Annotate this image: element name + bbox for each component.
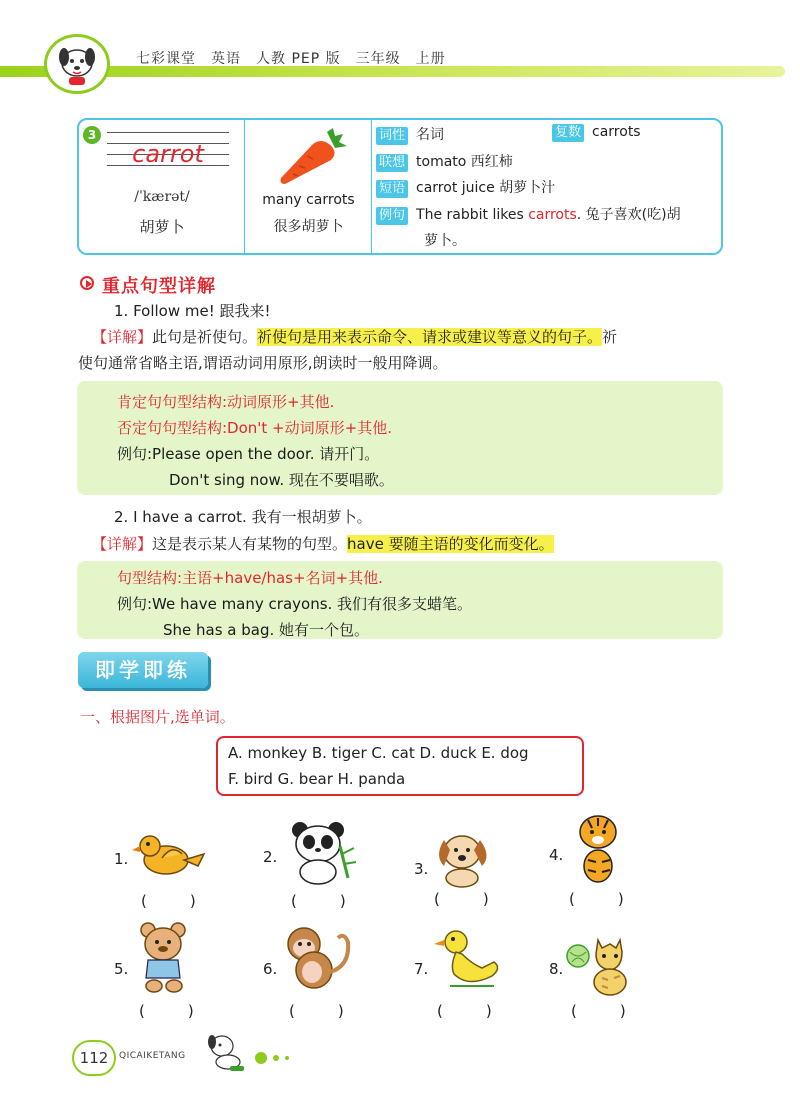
section-play-icon (80, 276, 94, 290)
item2-box-line1: 句型结构:主语+have/has+名词+其他. (117, 569, 383, 587)
tag-phrase: 短语 (376, 180, 408, 198)
footer-mascot-icon (200, 1030, 250, 1078)
bear-icon (132, 918, 196, 1000)
item1-box-line2: 否定句句型结构:Don't +动词原形+其他. (117, 419, 392, 437)
dog-icon (432, 826, 496, 892)
mascot-dog-icon (44, 34, 110, 94)
tag-example: 例句 (376, 207, 408, 225)
monkey-icon (278, 922, 362, 1002)
item1-explain (92, 326, 617, 347)
tiger-icon (568, 810, 632, 890)
page-number: 112 (72, 1040, 116, 1076)
item-number: 6. (263, 960, 278, 978)
answer-paren[interactable]: ( ) (139, 1002, 208, 1020)
footer-brand: QICAIKETANG (119, 1051, 186, 1061)
item2-structure-box (77, 561, 723, 639)
item2-explain (92, 533, 554, 554)
item-number: 2. (263, 848, 278, 866)
item1-line2: 使句通常省略主语,谓语动词用原形,朗读时一般用降调。 (78, 354, 448, 372)
vocab-phonetic: /ˈkærət/ (134, 189, 190, 205)
item-number: 1. (114, 850, 129, 868)
picture-caption-cn: 很多胡萝卜 (273, 219, 344, 235)
item1-text-b: 祈 (602, 328, 618, 346)
vocab-row-example (376, 204, 681, 225)
item-number: 3. (414, 860, 429, 878)
item1-box-line1: 肯定句句型结构:动词原形+其他. (117, 393, 335, 411)
example-line2: 萝卜。 (424, 233, 466, 249)
practice-question: 一、根据图片,选单词。 (80, 708, 235, 726)
item1-tag: 【详解】 (92, 328, 153, 346)
answer-paren[interactable]: ( ) (434, 890, 503, 908)
tag-assoc: 联想 (376, 154, 408, 172)
practice-title: 即学即练 (78, 652, 208, 688)
picture-caption-en: many carrots (262, 192, 355, 208)
vocab-card (77, 118, 723, 255)
footer-dots (254, 1050, 298, 1069)
item1-highlight: 祈使句是用来表示命令、请求或建议等意义的句子。 (257, 328, 603, 346)
example-post: . 兔子喜欢(吃)胡 (576, 207, 681, 223)
item-number: 5. (114, 960, 129, 978)
item1-box-line3: 例句:Please open the door. 请开门。 (117, 445, 380, 463)
section-title: 重点句型详解 (102, 276, 216, 297)
answer-paren[interactable]: ( ) (289, 1002, 358, 1020)
carrot-icon (269, 126, 349, 188)
example-word: carrots (528, 207, 577, 223)
page-header-title: 七彩课堂 英语 人教 PEP 版 三年级 上册 (136, 51, 446, 67)
answer-paren[interactable]: ( ) (141, 892, 210, 910)
item-number: 8. (549, 960, 564, 978)
assoc-value: tomato 西红柿 (416, 154, 513, 170)
cat-icon (564, 932, 638, 1002)
answer-paren[interactable]: ( ) (571, 1002, 640, 1020)
vocab-word: carrot (132, 140, 204, 168)
item-number: 4. (549, 846, 564, 864)
item1-text-a: 此句是祈使句。 (152, 328, 258, 346)
example-pre: The rabbit likes (416, 207, 529, 223)
vocab-row-plural (552, 124, 641, 142)
vocab-row-pos (376, 124, 444, 145)
pos-value: 名词 (416, 127, 445, 143)
item2-highlight: have 要随主语的变化而变化。 (347, 535, 554, 553)
item1-box-line4: Don't sing now. 现在不要唱歌。 (169, 471, 394, 489)
vocab-picture-column (245, 120, 372, 253)
phrase-value: carrot juice 胡萝卜汁 (416, 180, 556, 196)
answer-paren[interactable]: ( ) (569, 890, 638, 908)
plural-value: carrots (592, 124, 641, 140)
vocab-number-badge: 3 (83, 126, 101, 144)
vocab-info-column (372, 120, 723, 253)
panda-icon (282, 818, 360, 890)
item2-text-a: 这是表示某人有某物的句型。 (152, 535, 348, 553)
options-line1: A. monkey B. tiger C. cat D. duck E. dog (228, 744, 529, 762)
item2-heading: 2. I have a carrot. 我有一根胡萝卜。 (114, 508, 372, 526)
duck-icon (432, 926, 504, 1002)
options-box (216, 736, 584, 796)
item2-tag: 【详解】 (92, 535, 153, 553)
answer-paren[interactable]: ( ) (291, 892, 360, 910)
vocab-row-assoc (376, 151, 513, 172)
options-line2: F. bird G. bear H. panda (228, 770, 406, 788)
item2-box-line2: 例句:We have many crayons. 我们有很多支蜡笔。 (117, 595, 473, 613)
vocab-meaning: 胡萝卜 (139, 218, 185, 236)
vocab-word-column (79, 120, 245, 253)
answer-paren[interactable]: ( ) (437, 1002, 506, 1020)
vocab-row-phrase (376, 177, 555, 198)
tag-pos: 词性 (376, 127, 408, 145)
bird-icon (128, 824, 208, 892)
tag-plural: 复数 (552, 124, 584, 142)
item-number: 7. (414, 960, 429, 978)
item1-structure-box (77, 381, 723, 495)
item2-box-line3: She has a bag. 她有一个包。 (163, 621, 370, 639)
item1-heading: 1. Follow me! 跟我来! (114, 302, 271, 320)
